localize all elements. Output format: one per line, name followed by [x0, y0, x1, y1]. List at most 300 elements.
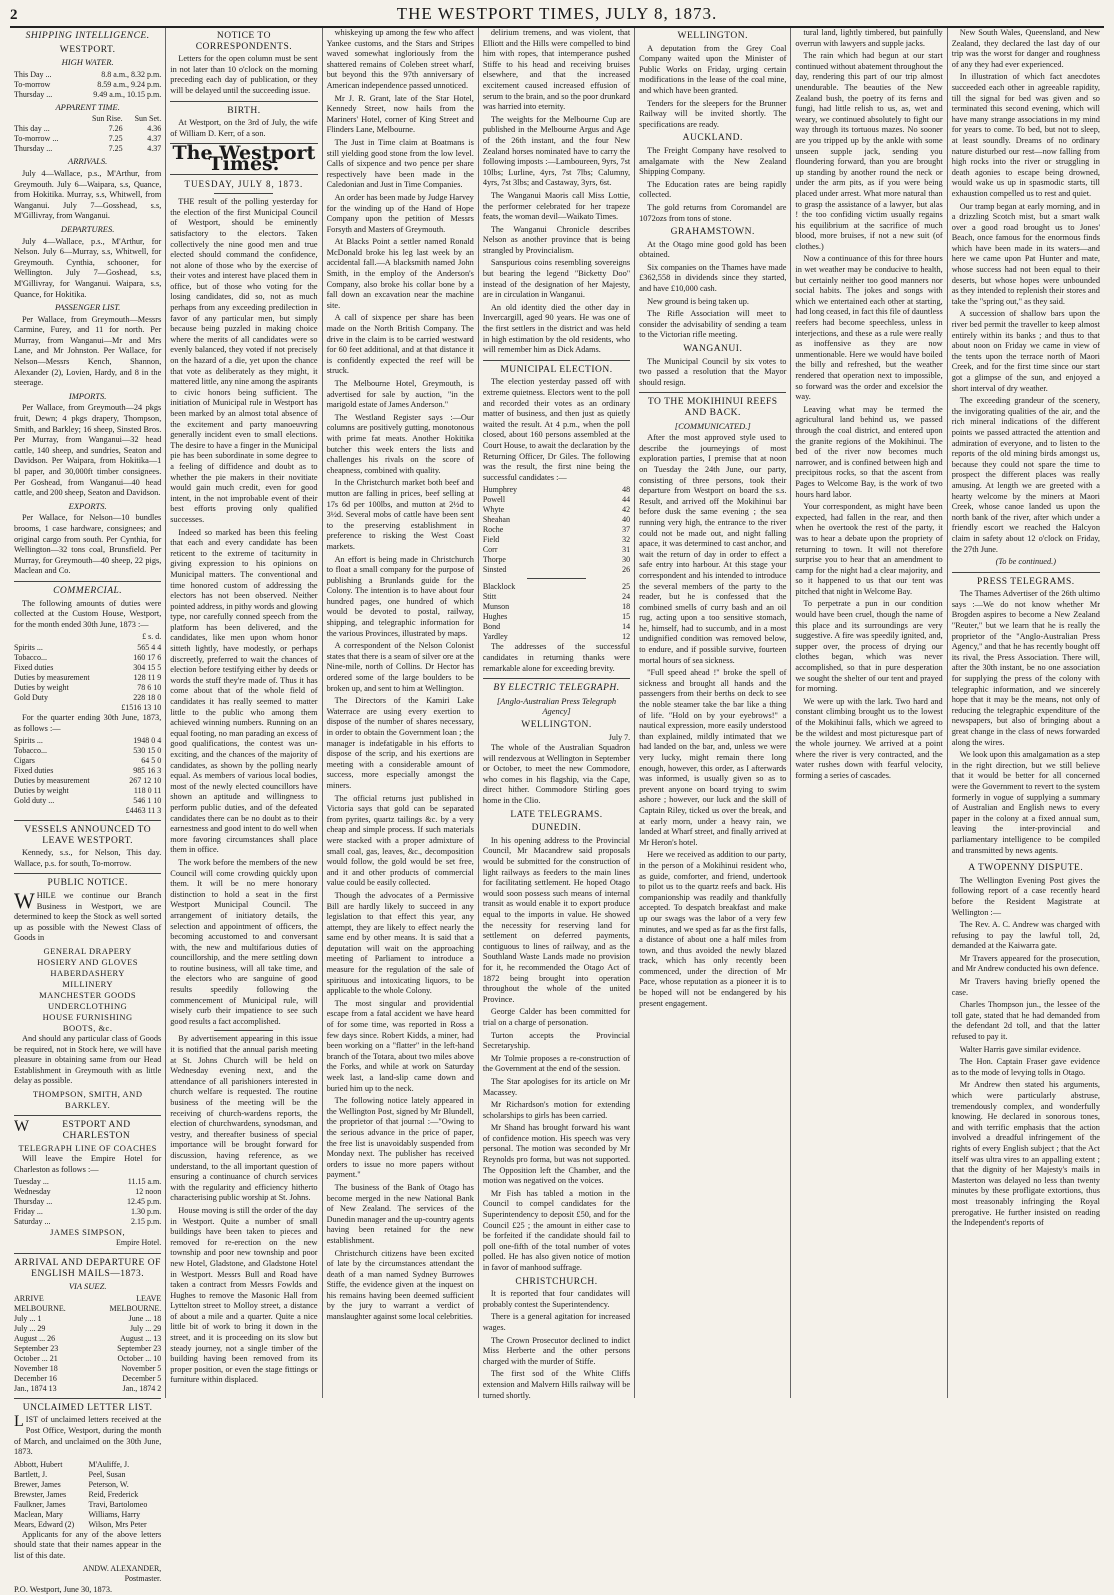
- coach-intro: Will leave the Empire Hotel for Charleston as follows :—: [14, 1154, 162, 1174]
- issue-date: TUESDAY, JULY 8, 1873.: [184, 178, 304, 189]
- news-paragraph: The Star apologises for its article on Mr Macassey.: [482, 1076, 631, 1097]
- table-cell: This Day ...: [14, 69, 52, 79]
- news-paragraph: tural land, lightly timbered, but painfully overrun with lawyers and supple jacks.: [795, 28, 943, 48]
- news-paragraph: A call of sixpence per share has been made on the North British Company. The drive in the claim is to be carried westward for 60 feet additional, and at that distance it is confidently expected the reef will be struck.: [326, 313, 474, 376]
- divider: [14, 1398, 161, 1399]
- news-paragraph: In the Christchurch market both beef and mutton are falling in prices, beef selling at 17s 6d per 100lbs, and mutton at 2½d to 3½d. Several mobs of cattle have been sent to the preserving establishment in preference to risking the West Coast markets.: [326, 478, 474, 551]
- unclaimed-intro: IST of unclaimed letters received at the Post Office, Westport, during the month of March, and unclaimed on the 30th June, 1873.: [14, 1415, 162, 1457]
- divider: [483, 678, 630, 679]
- apparent-time-table: [14, 114, 161, 154]
- table-cell: December 5: [122, 1373, 162, 1383]
- late-telegrams-heading: LATE TELEGRAMS.: [510, 809, 603, 820]
- news-paragraph: Mr Tolmie proposes a re-construction of the Government at the end of the session.: [482, 1053, 631, 1074]
- news-paragraph: The Crown Prosecutor declined to indict Miss Herberte and the other persons charged with the murder of Stiffe.: [482, 1335, 631, 1366]
- table-cell: Duties by measurement: [14, 672, 90, 682]
- table-cell: August ... 26: [14, 1333, 56, 1343]
- table-cell: September 23: [117, 1343, 162, 1353]
- notice-heading: NOTICE TO CORRESPONDENTS.: [195, 31, 293, 52]
- commercial-intro: The following amounts of duties were collected at the Custom House, Westport, for the month ended 30th June, 1873 :—: [14, 598, 162, 629]
- divider: [14, 581, 161, 582]
- table-cell: Brewer, James: [14, 1479, 61, 1489]
- table-cell: Brewster, James: [14, 1489, 67, 1499]
- table-cell: July ... 29: [14, 1323, 46, 1333]
- vessels-text: Kennedy, s.s., for Nelson, This day. Wallace, p.s. for south, To-morrow.: [14, 848, 162, 868]
- table-cell: Stitt: [482, 592, 497, 602]
- telegraph-heading: BY ELECTRIC TELEGRAPH.: [493, 683, 620, 694]
- table-cell: 30: [622, 555, 631, 565]
- table-cell: Field: [482, 535, 500, 545]
- news-paragraph: Christchurch citizens have been excited of late by the circumstances attendant the death of a man named Sydney Burrowes Stiffe, the evidence given at the inquest on his remains having been deemed sufficient by the jury to warrant a verdict of manslaughter against some local celebrities.: [326, 1248, 474, 1322]
- table-cell: 8.8 a.m., 8.32 p.m.: [101, 69, 162, 79]
- duties-quarter-table: [14, 736, 161, 816]
- news-paragraph: Mr Andrew then stated his arguments, which were particularly abstruse, tremendously complex, and wonderfully knowing. He declared in sonorous tones, and with terrific emphasis that the action involved a dreadful infringement of the rights of every English subject ; that the Act itself was ultra vires to an appalling extent ; that the dignity of her Majesty's mails in Masterton was delayed no less than twenty minutes by these profligate extortions, thus most treasonably infringing the Royal prerogative. He further insisted on reading the Independent's reports of: [951, 1080, 1100, 1228]
- election-results-table: [483, 485, 630, 575]
- table-cell: Saturday ...: [14, 1217, 51, 1227]
- wellington-heading: WELLINGTON.: [521, 719, 592, 730]
- table-cell: December 16: [14, 1373, 57, 1383]
- commercial-intro-2: For the quarter ending 30th June, 1873, as follows :—: [14, 712, 162, 733]
- news-paragraph: The Thames Advertiser of the 26th ultimo says :—We do not know whether Mr Brogden aspires to become a New Zealand "Reuter," but we learn that he is really the proprietor of the "Anglo-Australian Press Agency," and that he has recently bought off its rival, the Press Association. There will, after the 30th instant, be no one association for supplying the press of the colony with telegraphic information, and we sincerely hope that it may be the means, not only of reducing the telegraphic expenditure of the newspapers, but also of bringing about a great change in the class of news forwarded along the wires.: [951, 589, 1100, 747]
- divider: [214, 1030, 273, 1031]
- table-cell: November 5: [121, 1363, 162, 1373]
- exports-heading: EXPORTS.: [68, 500, 107, 511]
- list-item: UNDERCLOTHING: [48, 1001, 128, 1012]
- mail-via: VIA SUEZ.: [68, 1281, 107, 1292]
- column-1: [10, 28, 166, 1594]
- table-cell: 12: [622, 632, 631, 642]
- news-paragraph: The Westland Register says :—Our columns are positively gutting, monotonous with prime fat meats. Another Hokitika butcher this week enters the lists and challenges his rivals on the score of cheapness, combined with quality.: [326, 412, 474, 475]
- table-cell: 9.49 a.m., 10.15 p.m.: [93, 89, 162, 99]
- election-losers-table: [483, 582, 630, 642]
- table-cell: Tobacco...: [14, 652, 47, 662]
- drop-cap: W: [14, 888, 35, 914]
- telegraph-subheading: [Anglo-Australian Press Telegraph Agency]: [496, 695, 617, 717]
- news-paragraph: Leaving what may be termed the agricultural land behind us, we passed through the coal district, and entered upon the granite regions of the Mokihinui. The bed of the river now becomes much narrower, and is confined between high and precipitous rocks, so that the ascent from Pages to Welcome Bay, is the work of two hours hard labor.: [795, 404, 943, 499]
- news-paragraph: Though the advocates of a Permissive Bill are hardly likely to succeed in any legislation to that effect this year, any attempt, they are likely to effect nearly the same end by other means. It is said that a deputation will wait on the approaching meeting of Parliament to introduce a measure for the regulation of the sale of spirituous and intoxicating liquors, to be applicable to the whole Colony.: [326, 890, 474, 996]
- table-cell: 304 15 5: [133, 662, 162, 672]
- news-paragraph: The gold returns from Coromandel are 1072ozs from tons of stone.: [639, 202, 787, 223]
- wanganui-heading: WANGANUI.: [683, 344, 743, 355]
- news-paragraph: Your correspondent, as might have been expected, had fallen in the rear, and then when he overtook the rest of the party, it was to hear a debate upon the propriety of returning to town. It will not therefore surprise you to hear that an amendment to camp for the night had a clear majority, and so it happened to us that our tent was pitched that night in Welcome Bay.: [795, 502, 943, 596]
- mail-table: [14, 1294, 161, 1394]
- table-cell: July ... 29: [129, 1323, 162, 1333]
- news-paragraph: An order has been made by Judge Harvey for the winding up of the Hand of Hope Company upon the petition of Messrs Forsyth and Masters of Greymouth.: [326, 192, 474, 234]
- table-cell: ARRIVE MELBOURNE.: [14, 1293, 66, 1313]
- mokihinui-heading: TO THE MOKIHINUI REEFS AND BACK.: [647, 397, 778, 418]
- news-paragraph: The following notice lately appeared in the Wellington Post, signed by Mr Blundell, the proprietor of that journal :—"Owing to the serious advance in the price of paper, the free list is unavoidably suspended from Monday next. The publisher has received orders to issue no more papers without payment.": [326, 1096, 474, 1180]
- table-cell: Humphrey: [482, 485, 518, 495]
- news-paragraph: By advertisement appearing in this issue it is notified that the annual parish meeting at St. Johns Church will be held on Wednesday evening next, and the attendance of all parishioners interested in church welfare is requested. The routine business of the meeting will be the receiving of church-wardens reports, the election of churchwardens, synodsman, and vestry, and thereafter business of special importance will be brought forward for discussion, having reference, as we understand, to the all important question of ensuring a continuance of church services with the regularity and efficiency hitherto characterising public worship at St. Johns.: [170, 1034, 318, 1203]
- coach-table: [14, 1177, 161, 1227]
- table-cell: 18: [622, 602, 631, 612]
- news-paragraph: The Wanganui Chronicle describes Nelson as another province that is being strangled by Provincialism.: [482, 224, 631, 255]
- coach-heading: ESTPORT AND CHARLESTON: [62, 1120, 131, 1141]
- news-paragraph: The weights for the Melbourne Cup are published in the Melbourne Argus and Age of the 26th instant, and the four New Zealand horses nominated have to carry the following imposts :—Lamboureen, 9yrs, 7st 10lbs; Lurline, 4yrs, 7st 7lbs; Calumny, 4yrs, 7st 3lbs; and Castaway, 3yrs, 6st.: [482, 114, 631, 188]
- coach-subheading: TELEGRAPH LINE OF COACHES: [18, 1143, 157, 1154]
- public-notice-text: HILE we continue our Branch Business in Westport, we are determined to keep the Stock as well sorted up as possible with the Newest Class of Goods in: [14, 891, 162, 943]
- list-item: HOSIERY AND GLOVES: [37, 957, 139, 968]
- news-paragraph: The Education rates are being rapidly collected.: [639, 179, 787, 200]
- table-cell: 1948 0 4: [133, 736, 162, 746]
- unclaimed-heading: UNCLAIMED LETTER LIST.: [22, 1402, 153, 1413]
- divider: [14, 873, 161, 874]
- drop-cap: W: [14, 1118, 30, 1135]
- table-cell: Jan., 1874 13: [14, 1383, 57, 1393]
- table-cell: 8.59 a.m., 9.24 p.m.: [97, 79, 162, 89]
- birth-text: At Westport, on the 3rd of July, the wife of William D. Kerr, of a son.: [170, 118, 318, 138]
- table-cell: Jan., 1874 2: [122, 1383, 162, 1393]
- table-cell: Thursday ...: [14, 144, 53, 154]
- news-paragraph: The most singular and providential escape from a fatal accident we have heard of for some time, was reported in Ross a few days since. Robert Kidds, a miner, had been working on a "flatter" in the left-hand branch of the Totara, about two miles above the Forks, and while at work on Saturday week last, a land-slip came down and buried him up to the neck.: [326, 998, 474, 1093]
- passenger-text: Per Wallace, from Greymouth—Messrs Carmine, Furey, and 11 for north. Per Murray, from Wanganui—Mr and Mrs Lane, and Mr Johnston. Per Wallace, for Nelson—Messrs Kench, Shannon, Alexander (2), Lovien, Hardy, and 8 in the steerage.: [14, 314, 162, 388]
- list-item: MILLINERY: [62, 979, 114, 990]
- news-paragraph: The Wanganui Maoris call Miss Lottie, the performer celebrated for her trapeze feats, the woman devil—Waikato Times.: [482, 190, 631, 222]
- duties-quarter-total: £4463 11 3: [125, 806, 162, 816]
- news-paragraph: The Rifle Association will meet to consider the advisability of sending a team to the Victorian rifle meeting.: [639, 309, 787, 340]
- table-cell: Williams, Harry: [88, 1509, 141, 1519]
- municipal-heading: MUNICIPAL ELECTION.: [500, 364, 613, 375]
- table-cell: LEAVE MELBOURNE.: [109, 1293, 162, 1313]
- table-cell: Thursday ...: [14, 1197, 53, 1207]
- table-cell: Wilson, Mrs Peter: [88, 1519, 147, 1529]
- news-paragraph: Mr J. R. Grant, late of the Star Hotel, Kennedy Street, now hails from the Mariners' Hotel, corner of King Street and Flinders Lane, Melbourne.: [326, 93, 474, 135]
- news-paragraph: It is reported that four candidates will probably contest the Superintendency.: [482, 1289, 631, 1309]
- table-cell: 7.25: [108, 144, 123, 154]
- news-paragraph: George Calder has been committed for trial on a charge of personation.: [482, 1007, 631, 1027]
- table-cell: To-morrow: [14, 79, 51, 89]
- news-paragraph: The official returns just published in Victoria says that gold can be separated from pyrites, quartz tailings &c. by a very cheap and simple process. If such materials were stacked with a proper admixture of small coal, gas, leaves, &c., decomposition would follow, the gold would be set free, and it and other products of commercial value could be easily collected.: [326, 793, 474, 888]
- divider: [14, 1115, 161, 1116]
- columns: [10, 28, 1104, 1594]
- table-cell: 546 1 10: [133, 796, 162, 806]
- table-cell: 228 18 0: [133, 692, 162, 702]
- news-paragraph: An old identity died the other day in Invercargill, aged 90 years. He was one of the first settlers in the district and was held in high estimation by the old residents, who will remember him as Dick Adams.: [482, 302, 631, 355]
- table-cell: Thorpe: [482, 555, 506, 565]
- table-cell: 31: [622, 545, 631, 555]
- news-paragraph: Turton accepts the Provincial Secretaryship.: [482, 1030, 631, 1051]
- unit-heading: £ s. d.: [142, 632, 162, 642]
- news-paragraph: The Hon. Captain Fraser gave evidence as to the mode of levying tolls in Otago.: [951, 1057, 1100, 1077]
- notice-text: Letters for the open column must be sent in not later than 10 o'clock on the morning preceding each day of publication, or they will be delayed until the succeeding issue.: [170, 54, 318, 95]
- high-water-heading: HIGH WATER.: [61, 57, 114, 68]
- news-paragraph: Here we received as addition to our party, in the person of a Mokihinui resident who, as guide, comforter, and friend, undertook to pilot us to the quartz reefs and back. His companionship was readily and thankfully accepted. To despatch breakfast and make up our swags was the labor of a very few minutes, and we sped as far as the first falls, a distance of about one a half miles from town, and thus avoided the newly blazed track, which has only recently been commenced, under the direction of Mr Pace, whose reputation as a pioneer it is to be hoped will not be endangered by his present engagement.: [639, 850, 787, 1008]
- table-cell: Yardley: [482, 632, 508, 642]
- table-cell: September 23: [14, 1343, 59, 1353]
- table-cell: 4.37: [147, 144, 162, 154]
- table-cell: 40: [622, 515, 631, 525]
- news-paragraph: whiskeying up among the few who affect Yankee customs, and the Stars and Stripes waved somewhat ingloriously from the shattered remains of Coleben street wharf, but beyond this the 97th anniversary of American independence passed unnoticed.: [326, 28, 474, 90]
- wellington-heading-2: WELLINGTON.: [677, 31, 749, 41]
- list-item: HOUSE FURNISHING: [42, 1012, 133, 1023]
- news-paragraph: The Municipal Council by six votes to two passed a resolution that the Mayor should resign.: [639, 356, 787, 387]
- divider: [527, 578, 586, 579]
- table-cell: Corr: [482, 545, 498, 555]
- table-cell: 15: [622, 612, 631, 622]
- page-number: 2: [10, 7, 18, 23]
- list-item: GENERAL DRAPERY: [43, 946, 132, 957]
- unclaimed-note: Applicants for any of the above letters should state that their names appear in the list of this date.: [14, 1529, 162, 1560]
- news-paragraph: New ground is being taken up.: [647, 296, 749, 306]
- news-paragraph: Our tramp began at early morning, and in a drizzling Scotch mist, but a smart walk over a good road brought us to Jones' Beach, once famous for the enormous finds which have been made in its waters—and here we came upon Pat Hunter and mate, whose success had not been equal to their deserts, but whose hopes were unbounded as they intended to replenish their stores and take the "spring out," as they said.: [951, 201, 1100, 306]
- table-cell: To-morrow ...: [14, 134, 59, 144]
- leader-paragraph: Indeed so marked has been this feeling that each and every candidate has been reticent to the extreme of taciturnity in giving expression to his opinions on Municipal matters. The conventional and time honored custom of addressing the electors has not been observed. Neither pointed address, in pithy words and glowing type, nor carefully conned speech from the platform has been delivered, and the candidates, like men upon whom honor sitteth lightly, have modestly, or perhaps discreetly, preferred to wait the chances of election before testifying either by deeds or words the stuff they're made of. Thus it has come about that of the whole field of candidates it has really seemed to matter little to the public who among them achieved winning numbers. Running on an equal footing, no man parading an excess of good qualifications, the contest was un-exciting, and the chances of the majority of candidates, as shown by the polling nearly equal. As members of various local bodies, most of the newly elected councillors have shown an aptitude and willingness to perform public duties, and of the defeated candidates there can be no doubt as to their earnestness and good intent to do well when more favoring circumstances shall place them in office.: [170, 527, 318, 855]
- table-cell: Wednesday: [14, 1187, 51, 1197]
- apparent-time-heading: APPARENT TIME.: [55, 101, 120, 112]
- table-cell: June ... 18: [128, 1313, 162, 1323]
- news-paragraph: Mr Richardson's motion for extending scholarships to girls has been carried.: [482, 1100, 631, 1120]
- news-paragraph: In illustration of which fact anecdotes succeeded each other in agreeable rapidity, till the signal for bed was given and so terminated this second evening, which will have many strange associations in my mind for years to come. To bed, but not to sleep, at least soundly. Dreams of no ordinary nature disturbed our rest—now falling from high rocks into the river or struggling in death agonies to escape being drowned, would wake us up in spasmodic starts, till exhaustion compelled us to rest and quiet.: [951, 72, 1100, 198]
- birth-heading: BIRTH.: [227, 105, 261, 116]
- table-cell: Duties by weight: [14, 682, 69, 692]
- table-cell: 985 16 3: [133, 766, 162, 776]
- dunedin-heading: DUNEDIN.: [531, 823, 582, 834]
- table-cell: Munson: [482, 602, 510, 612]
- news-paragraph: The Rev. A. C. Andrew was charged with refusing to pay the lawful toll, 2d, demanded at the Kaiwarra gate.: [951, 920, 1100, 951]
- drop-cap: L: [14, 1413, 24, 1431]
- table-cell: Friday ...: [14, 1207, 43, 1217]
- masthead: [10, 4, 1104, 28]
- table-cell: October ... 10: [117, 1353, 162, 1363]
- table-cell: Reid, Frederick: [88, 1489, 139, 1499]
- news-paragraph: Walter Harris gave similar evidence.: [959, 1044, 1081, 1054]
- goods-list: [14, 946, 161, 1034]
- table-cell: Thursday ...: [14, 89, 53, 99]
- news-paragraph: delirium tremens, and was violent, that Elliott and the Hills were compelled to bind him with ropes, that intemperance pushed Stiffe to his head and receiving bruises elsewhere, and that the increased excitement caused increased effusion of serum to the brain, and so the poor drunkard was harried into eternity.: [482, 28, 631, 112]
- grahamstown-heading: GRAHAMSTOWN.: [670, 227, 755, 238]
- table-cell: Fixed duties: [14, 766, 54, 776]
- news-paragraph: The Melbourne Hotel, Greymouth, is advertised for sale by auction, "in the marigold estate of James Anderson.": [326, 379, 474, 410]
- divider: [214, 193, 273, 194]
- news-paragraph: At Blacks Point a settler named Ronald McDonald broke his leg last week by an accidental fall.—A blacksmith named John Smith, in the employ of the Anderson's Company, also broke his collar bone by a fall down an excavation near the machine site.: [326, 237, 474, 310]
- news-paragraph: The Freight Company have resolved to amalgamate with the New Zealand Shipping Company.: [639, 145, 787, 177]
- table-cell: Travi, Bartolomeo: [88, 1499, 148, 1509]
- table-cell: Duties by weight: [14, 786, 69, 796]
- table-cell: Peterson, W.: [88, 1479, 129, 1489]
- unclaimed-signature: ANDW. ALEXANDER,: [82, 1563, 162, 1573]
- table-cell: Cigars: [14, 756, 35, 766]
- table-cell: 26: [622, 565, 631, 575]
- commercial-heading: COMMERCIAL.: [53, 585, 123, 596]
- table-cell: 7.25: [108, 134, 123, 144]
- table-cell: Sun Rise.: [91, 114, 123, 124]
- auckland-heading: AUCKLAND.: [682, 133, 743, 144]
- news-paragraph: To perpetrate a pun in our condition would have been cruel, though the name of this place and its surroundings are very suggestive. A fire was speedily ignited, and, supper over, the process of drying our clothes began, which was never accomplished, so that in pure desperation we sought the shelter of our tent and prayed for morning.: [795, 599, 943, 694]
- news-paragraph: The Just in Time claim at Boatmans is still yielding good stone from the low level. Calls of sixpence and two pence per share respectively have been made in the Caledonian and Just in Time Companies.: [326, 137, 474, 190]
- divider: [952, 572, 1100, 573]
- table-cell: Gold duty ...: [14, 796, 55, 806]
- news-paragraph: The exceeding grandeur of the scenery, the invigorating qualities of the air, and the rich mineral indications of the different points we passed attracted the attention and admiration of everyone, and to listen to the reports of the old mining birds amongst us, because they could not spare the time to prospect the different places was really amusing. At length we are greeted with a hearty welcome by the miners at Maori Creek, whose canoe landed us upon the north bank of the river, after which under a friendly escort we reached the Halcyon claim in safety about 12 o'clock on Friday, the 27th June.: [951, 396, 1100, 554]
- table-cell: 78 6 10: [137, 682, 162, 692]
- table-cell: 530 15 0: [133, 746, 162, 756]
- arrivals-heading: ARRIVALS.: [68, 156, 108, 167]
- table-cell: Blacklock: [482, 582, 516, 592]
- table-cell: Sheahan: [482, 515, 510, 525]
- news-paragraph: Now a continuance of this for three hours in wet weather may be conducive to health, but certainly neither too good manners nor social habits. The jokes and songs with which we entertained each other at starting, had long ceased, in fact this file of dauntless reefers had become speechless, unless in interjections, and these as a rule were really as inoffensive as they are now unmentionable. Here we would have boiled the billy and refreshed, but the weather rendered that operation next to impossible, so forward was the order and excelsior the way.: [795, 254, 943, 402]
- news-paragraph: We were up with the lark. Two hard and constant climbing brought us to the lowest of the Mokihinui falls, which we agreed to be the wildest and most picturesque part of the whole journey. We arrived at a point where the river is very contracted, and the water rushes down with fearful velocity, forming a series of cascades.: [795, 696, 943, 780]
- news-paragraph: Six companies on the Thames have made £362,558 in dividends since they started, and have £10,000 cash.: [639, 262, 787, 294]
- table-cell: Sun Set.: [134, 114, 162, 124]
- table-cell: Tobacco...: [14, 746, 47, 756]
- leader-paragraph: The work before the members of the new Council will come crowding quickly upon them. It will be no mere honorary distinction to hold a seat in the first Westport Municipal Council. The arrangement of initiatory details, the selection and appointment of officers, the becoming accustomed to and conversant with, the new and multifarious duties of councillorship, and the mere settling down to routine business, will all take time, and the electors who are sanguine of good results speedily following the commencement of Municipal rule, will wisely curb their impatience to see such good results a fact accomplished.: [170, 857, 318, 1026]
- news-paragraph: Mr Shand has brought forward his want of confidence motion. His speech was very personal. The motion was seconded by Mr Reynolds pro forma, but was not supported. The Opposition left the Chamber, and the motion was negatived on the voices.: [482, 1123, 631, 1186]
- table-cell: 4.36: [147, 124, 162, 134]
- news-paragraph: The rain which had begun at our start continued without abatement throughout the day, rendering this part of our trip almost unendurable. The beauties of the New Zealand bush, the poetry of its ferns and fungi, had little relish to us, as, wet and weary, we continued absolutely to fight our way through its tortuous mazes. No sooner are you tripped up by the ankle with some unseen supple jack, sending you floundering forward, than you are brought up standing by another round the neck or under the arm pits, as if you were being placed under arrest. What more natural than to grasp the assistance of a lawyer, but alas ! the too confiding victim usually regains his equilibrium at the sacrifice of much blood, more bruises, if not a new suit (of clothes.): [795, 51, 943, 251]
- news-paragraph: There is a general agitation for increased wages.: [482, 1312, 631, 1332]
- table-cell: 64 5 0: [141, 756, 162, 766]
- news-paragraph: Tenders for the sleepers for the Brunner Railway will be invited shortly. The specifications are ready.: [639, 98, 787, 129]
- list-item: HABERDASHERY: [50, 968, 125, 979]
- news-paragraph: The Directors of the Kamiri Lake Waterrace are using every exertion to dispose of the number of shares necessary, in order to obtain the Government loan ; the manager is indefatigable in his efforts to dispose of the scrip, and his exertions are meeting with a considerable amount of success, more especially amongst the miners.: [326, 696, 474, 790]
- news-paragraph: Mr Travers appeared for the prosecution, and Mr Andrew conducted his own defence.: [951, 953, 1100, 974]
- table-cell: Mears, Edward (2): [14, 1519, 75, 1529]
- shipping-heading: SHIPPING INTELLIGENCE.: [25, 31, 150, 41]
- table-cell: Roche: [482, 525, 504, 535]
- table-cell: Bartlett, J.: [14, 1469, 48, 1479]
- imports-text: Per Wallace, from Greymouth—24 pkgs fruit, Dewn; 4 pkgs drapery, Thompson, Smith, and Barkley; 16 sheep, Sinsted Bros. Per Murray, from Wanganui—32 head cattle, 140 sheep, and sundries, Seaton and Davidson. Per Waipara, from Hokitika—1 bl paper, and 30,000ft timber consignees. Per Goshead, from Wanganui—40 head cattle, and 200 sheep, Seaton and Davidson.: [14, 403, 162, 498]
- table-cell: 2.15 p.m.: [131, 1217, 162, 1227]
- table-cell: August ... 13: [120, 1333, 162, 1343]
- unclaimed-table: [14, 1460, 161, 1530]
- table-cell: 24: [622, 592, 631, 602]
- table-cell: Faulkner, James: [14, 1499, 66, 1509]
- table-cell: 14: [622, 622, 631, 632]
- table-cell: Maclean, Mary: [14, 1509, 63, 1519]
- table-cell: 4.37: [147, 134, 162, 144]
- news-paragraph: A deputation from the Grey Coal Company waited upon the Minister of Public Works on Friday, urging certain modifications in the lease of the coal mine, and which have been granted.: [639, 43, 787, 95]
- arrivals-text: July 4—Wallace, p.s., M'Arthur, from Greymouth. July 6—Waipara, s.s, Quance, from Hokitika. Murray, s.s, Whitwell, from Wanganui. July 7—Gosshead, s.s, M'Gillivray, from Wanganui.: [14, 168, 162, 221]
- table-cell: 565 4 4: [137, 642, 162, 652]
- municipal-intro: The election yesterday passed off with extreme quietness. Electors went to the poll and recorded their votes as an ordinary matter of business, and then just as quietly waited the result. At 4 p.m., when the poll closed, about 160 persons assembled at the Court House, to await the declaration by the Returning Officer, Dr Giles. The following was the result, the first nine being the successful candidates :—: [482, 377, 631, 482]
- table-cell: Tuesday ...: [14, 1177, 49, 1187]
- table-cell: Abbott, Hubert: [14, 1459, 63, 1469]
- divider: [996, 859, 1055, 860]
- divider: [483, 360, 630, 361]
- masthead-title: THE WESTPORT TIMES, JULY 8, 1873.: [396, 4, 718, 23]
- news-paragraph: House moving is still the order of the day in Westport. Quite a number of small buildings have been taken to pieces and removed for re-erection on the new township and poor new township and poor new Hotel, Gladstone, and Gladstone Hotel in Westport. Messrs Bull and Road have taken a contract from Messrs Fowlds and Hughes to remove the Masonic Hall from Lyttelton street to Molloy street, a distance of about a mile and a quarter. Quite a nice little bit of work to bring it down in the street, and it is proceeding on its slow but steady journey, not a single timber of the building having been removed from its proper position, or even the stage fittings or furniture within displaced.: [170, 1205, 318, 1385]
- news-paragraph: An effort is being made in Christchurch to float a small company for the purpose of publishing a Brunlands guide for the Colony. The intention is to have about four hundred pages, one hundred of which would be devoted to postal, railway, shipping, and telegraphic information for the various Provinces, illustrated by maps.: [326, 554, 474, 638]
- divider: [14, 1253, 161, 1254]
- departures-heading: DEPARTURES.: [60, 223, 115, 234]
- table-cell: 267 12 10: [129, 776, 162, 786]
- news-paragraph: We look upon this amalgamation as a step in the right direction, but we still believe that it would be better for all concerned were the Government to revert to the system formerly in vogue of supplying a summary of Australian and English news to every paper in the colony at a fixed annual sum, leaving the inter-provincial and parliamentary intelligence to be compiled and transmitted by news agents.: [951, 750, 1100, 855]
- table-cell: Duties by measurement: [14, 776, 90, 786]
- imports-heading: IMPORTS.: [68, 390, 107, 401]
- news-paragraph: The business of the Bank of Otago has become merged in the new National Bank of New Zealand. The services of the Dunedin manager and the up-country agents having been retained for the new establishment.: [326, 1182, 474, 1245]
- column-6: [791, 28, 947, 1398]
- table-cell: 37: [622, 525, 631, 535]
- divider: [170, 101, 317, 102]
- table-cell: 118 0 11: [133, 786, 162, 796]
- table-cell: 7.26: [108, 124, 123, 134]
- passenger-heading: PASSENGER LIST.: [54, 302, 121, 313]
- column-7: [948, 28, 1104, 1398]
- news-paragraph: Sanspurious coins resembling sovereigns but bearing the legend "Bicketty Doo" instead of the designation of her Majesty, are in circulation in Wanganui.: [482, 258, 631, 300]
- column-5: [635, 28, 791, 1398]
- table-cell: 42: [622, 505, 631, 515]
- table-cell: 44: [622, 495, 631, 505]
- leader-paragraph: THE result of the polling yesterday for the election of the first Municipal Council of Westport, should be eminently satisfactory to the electors. Taken collectively the nine good men and true elected should command the confidence, not alone of those who by the exercise of their votes and interest have placed them in office, but of those who voting for the losing candidates, did so, not as much perhaps from any exceeding predilection in favor of any particular men, but simply because being puzzled in making choice where the merits of all candidates were so evenly balanced, they voted if not precisely on the hazard of a die, yet upon the chance that vote as deliberately as they might, it mattered little, any nine among the aspirants to civic honors being sufficient. The initiation of Municipal rule in Westport has been marked by an almost total absence of the excitement and party manoeuvring generally incident even to small elections. The desire to have a finger in the Municipal pie has been subordinate in some degree to a feeling of diffidence and doubt as to whether the pie makers in their novitiate would gain much credit, even for good intent, in the not improbable event of their best efforts proving only qualified successes.: [170, 197, 318, 524]
- column-3: [323, 28, 479, 1398]
- table-cell: 25: [622, 582, 631, 592]
- twopenny-heading: A TWOPENNY DISPUTE.: [968, 863, 1084, 874]
- divider: [14, 820, 161, 821]
- press-telegrams-heading: PRESS TELEGRAMS.: [977, 576, 1075, 587]
- mokihinui-subheading: [COMMUNICATED.]: [674, 420, 751, 431]
- duties-month-table: [14, 643, 161, 713]
- table-cell: M'Auliffe, J.: [88, 1459, 130, 1469]
- vessels-heading: VESSELS ANNOUNCED TO LEAVE WESTPORT.: [24, 825, 152, 846]
- news-paragraph: At the Otago mine good gold has been obtained.: [639, 239, 787, 260]
- table-cell: Powell: [482, 495, 506, 505]
- table-cell: July ... 1: [14, 1313, 42, 1323]
- to-be-continued: (To be continued.): [995, 557, 1056, 567]
- divider: [639, 392, 786, 393]
- table-cell: 32: [622, 535, 631, 545]
- news-paragraph: "Full speed ahead !" broke the spell of sickness and brought all hands and the passengers from their berths on deck to see the noble steamer take the bar like a thing of life. "Hold on by your eyebrows!" a nautical expression, more easily understood than explained, mildly intimated that we had landed on the bar, and, unless we were very lucky, might remain there long enough, however, this order, as I afterwards was informed, is usually given so as to prevent anyone on board trying to swim ashore ; however, our luck and the skill of Captain Riley, ticked us over the break, and at early morn, under a heavy rain, we landed at Wharf street, and finally arrived at Mr Heron's hotel.: [639, 668, 787, 847]
- column-4: [479, 28, 635, 1398]
- coach-signature: JAMES SIMPSON,: [50, 1227, 126, 1238]
- news-paragraph: New South Wales, Queensland, and New Zealand, they declared the last day of our trip was the worst for danger and roughness of any they had ever experienced.: [951, 28, 1100, 69]
- paper-title: The Westport Times.: [172, 142, 316, 175]
- public-notice-signature: THOMPSON, SMITH, AND BARKLEY.: [32, 1089, 143, 1110]
- table-cell: Hughes: [482, 612, 508, 622]
- table-cell: 160 17 6: [133, 652, 162, 662]
- wellington-text: The whole of the Australian Squadron will rendezvous at Wellington in September or October, to meet the new Commodore, who comes in his flagship, via the Cape, direct hither. Commodore Stirling goes home in the Clio.: [482, 743, 631, 806]
- news-paragraph: Charles Thompson jun., the lessee of the toll gate, stated that he had demanded from the defendant 2d toll, and that the latter refused to pay it.: [951, 1000, 1100, 1042]
- column-2: [166, 28, 322, 1398]
- table-cell: Fixed duties: [14, 662, 54, 672]
- table-cell: This day ...: [14, 124, 50, 134]
- exports-text: Per Wallace, for Nelson—10 bundles brooms, 1 case hardware, consignees; and original cargo from south. Per Cynthia, for Wellington—32 tons coal, Brunsfield. Per Murray, for Greymouth—40 sheep, 22 pigs, Maclean and Co.: [14, 513, 162, 576]
- high-water-table: [14, 70, 161, 100]
- list-item: BOOTS, &c.: [62, 1023, 113, 1034]
- coach-signature-2: Empire Hotel.: [115, 1238, 162, 1248]
- news-paragraph: The Wellington Evening Post gives the following report of a case recently heard before the Resident Magistrate at Wellington :—: [951, 875, 1100, 917]
- news-paragraph: Mr Travers having briefly opened the case.: [951, 977, 1100, 997]
- table-cell: 12 noon: [135, 1187, 162, 1197]
- table-cell: November 18: [14, 1363, 58, 1373]
- table-cell: Gold Duty: [14, 692, 48, 702]
- table-cell: Spirits ...: [14, 736, 43, 746]
- duties-month-total: £1516 13 10: [121, 702, 162, 712]
- christchurch-heading: CHRISTCHURCH.: [515, 1276, 598, 1287]
- table-cell: 128 11 9: [133, 672, 162, 682]
- table-cell: October ... 21: [14, 1353, 58, 1363]
- table-cell: Whyte: [482, 505, 505, 515]
- news-paragraph: A correspondent of the Nelson Colonist states that there is a seam of silver ore at the Nine-mile, north of Collins. Dr Hector has ordered some of the large boulders to be broken up, and sent to him at Wellington.: [326, 641, 474, 693]
- news-paragraph: A succession of shallow bars upon the river bed permit the traveller to keep almost entirely within its banks ; and thus to that about noon on Friday we came in view of the tents upon the terrace north of Maori Creek, and for the first time since our start got a glimpse of the sun, and enjoyed a short interval of dry weather.: [951, 309, 1100, 393]
- list-item: MANCHESTER GOODS: [39, 990, 137, 1001]
- mail-heading: ARRIVAL AND DEPARTURE OF ENGLISH MAILS—1873.: [14, 1257, 161, 1279]
- wellington-date: July 7.: [608, 732, 631, 742]
- departures-text: July 4—Wallace, p.s., M'Arthur, for Nelson. July 6—Murray, s.s, Whitwell, for Greymouth. Cynthia, schooner, for Wellington. July 7—Goshead, s.s, M'Gillivray, for Wanganui. Waipara, s.s, Quance, for Hokitika.: [14, 236, 162, 299]
- port-heading: WESTPORT.: [59, 44, 116, 55]
- table-cell: 1.30 p.m.: [131, 1207, 162, 1217]
- news-paragraph: The first sod of the White Cliffs extension and Malvern Hills railway will be turned shortly.: [482, 1369, 631, 1400]
- news-paragraph: Mr Fish has tabled a motion in the Council to compel candidates for the Superintendency to deposit £50, and for the Council £25 ; the amount in either case to be forfeited if the candidate should fail to poll one-fifth of the total number of votes polled. He has also given notice of motion in favor of manhood suffrage.: [482, 1188, 631, 1272]
- table-cell: Bond: [482, 622, 501, 632]
- table-cell: Spirits ...: [14, 642, 43, 652]
- table-cell: 12.45 p.m.: [127, 1197, 162, 1207]
- table-cell: 11.15 a.m.: [127, 1177, 162, 1187]
- unclaimed-signature-3: P.O. Westport, June 30, 1873.: [14, 1584, 113, 1594]
- table-cell: Peel, Susan: [88, 1469, 126, 1479]
- public-notice-heading: PUBLIC NOTICE.: [47, 878, 128, 889]
- table-cell: Sinsted: [482, 565, 507, 575]
- public-notice-text-2: And should any particular class of Goods be required, not in Stock here, we will have pleasure in obtaining same from our Head Establishment in Greymouth with as little delay as possible.: [14, 1034, 162, 1086]
- unclaimed-signature-2: Postmaster.: [124, 1574, 162, 1584]
- news-paragraph: After the most approved style used to describe the journeyings of most exploration parties, I premise that at noon on Tuesday the 24th June, our party, consisting of three persons, took their departure from Westport on board the s.s. Result, and arrived off the Mokihinui bar before dusk the same evening ; the sea running very high, the entrance to the river could not be made out, and night falling apace, it was determined to cast anchor, and wait the return of day in order to effect a safe entry into harbour. At this stage your correspondent and his intended to introduce the several members of the party to the reader, but he is confessed that the combined smells of curry bash and an oil rug, acting upon a too sensitive stomach, he, himself, had to succumb, and in a most undignified condition was removed below, to endure, and if possible survive, fourteen mortal hours of sea sickness.: [639, 433, 787, 665]
